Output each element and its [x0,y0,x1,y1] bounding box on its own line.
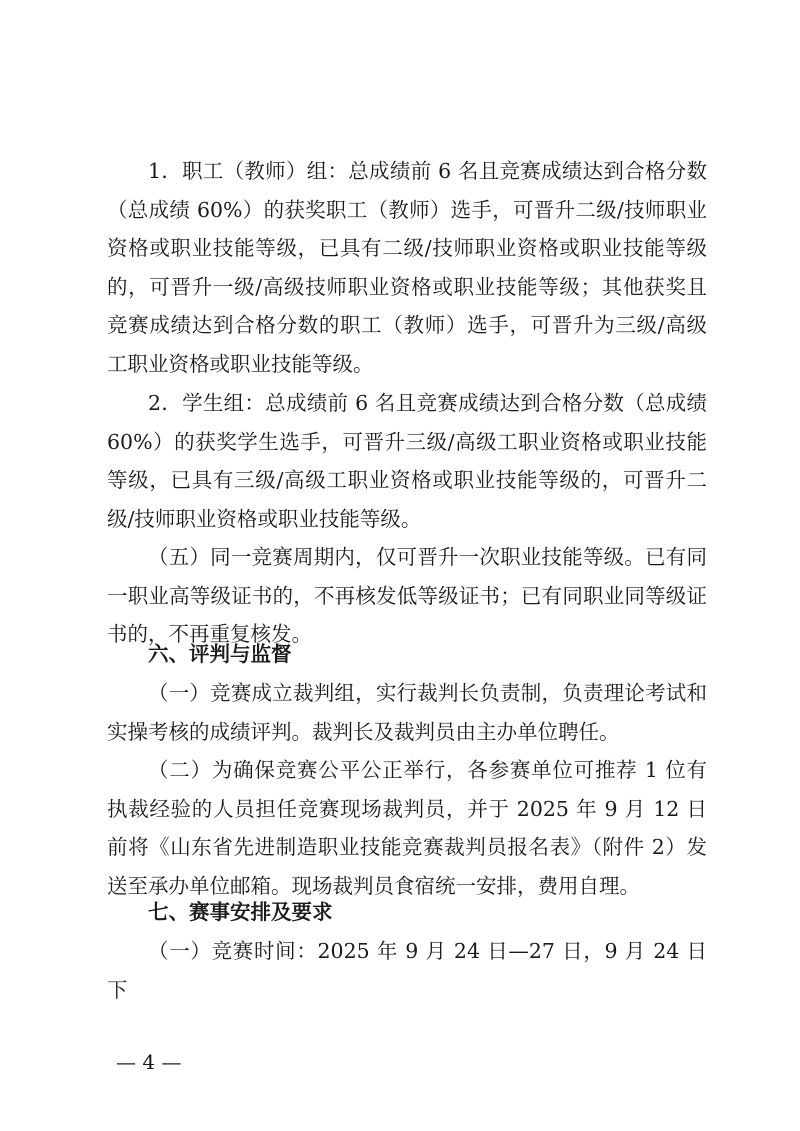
paragraph-judging-panel: （一）竞赛成立裁判组，实行裁判长负责制，负责理论考试和实操考核的成绩评判。裁判长及裁判员由主办单位聘任。 [107,681,707,744]
paragraph-competition-time: （一）竞赛时间：2025 年 9 月 24 日—27 日，9 月 24 日下 [107,939,707,1002]
section-heading-schedule: 七、赛事安排及要求 [148,900,333,924]
paragraph-competition-cycle: （五）同一竞赛周期内，仅可晋升一次职业技能等级。已有同一职业高等级证书的，不再核发低等级证书；已有同职业同等级证书的，不再重复核发。 [107,545,707,647]
paragraph-student-group: 2．学生组：总成绩前 6 名且竞赛成绩达到合格分数（总成绩 60%）的获奖学生选手，可晋升三级/高级工职业资格或职业技能等级，已具有三级/高级工职业资格或职业技能等级的，可晋升二级/技师职业资格或职业技能等级。 [107,391,707,531]
section-heading-judging: 六、评判与监督 [148,642,292,666]
paragraph-onsite-judges: （二）为确保竞赛公平公正举行，各参赛单位可推荐 1 位有执裁经验的人员担任竞赛现场裁判员，并于 2025 年 9 月 12 日前将《山东省先进制造职业技能竞赛裁判员报名表》（附件 2）发送至承办单位邮箱。现场裁判员食宿统一安排，费用自理。 [107,758,707,898]
page-number: — 4 — [116,1050,182,1074]
paragraph-worker-teacher-group: 1．职工（教师）组：总成绩前 6 名且竞赛成绩达到合格分数（总成绩 60%）的获奖职工（教师）选手，可晋升二级/技师职业资格或职业技能等级，已具有二级/技师职业资格或职业技能等级的，可晋升一级/高级技师职业资格或职业技能等级；其他获奖且竞赛成绩达到合格分数的职工（教师）选手，可晋升为三级/高级工职业资格或职业技能等级。 [107,159,707,376]
